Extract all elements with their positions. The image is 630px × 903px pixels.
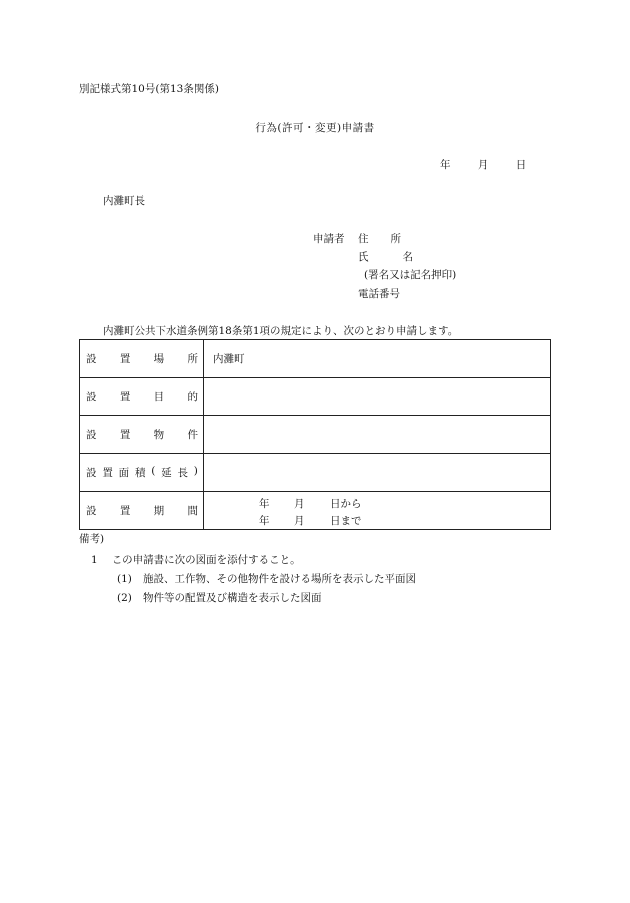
label-char: 間 bbox=[187, 505, 198, 517]
label-char: 面 bbox=[118, 467, 130, 479]
period-value[interactable] bbox=[204, 492, 551, 530]
label-char: 所 bbox=[187, 353, 198, 365]
label-char: 置 bbox=[119, 391, 131, 403]
label-char: 目 bbox=[153, 391, 165, 403]
notes-title: 備考) bbox=[79, 533, 105, 545]
applicant-label: 申請者 bbox=[313, 233, 345, 245]
label-char: 期 bbox=[153, 505, 165, 517]
start-day: 日から bbox=[330, 497, 362, 510]
row-label bbox=[80, 340, 204, 378]
lead-text: 内灘町公共下水道条例第18条第1項の規定により、次のとおり申請します。 bbox=[103, 325, 459, 337]
label-char: 設 bbox=[86, 353, 97, 365]
label-char: 置 bbox=[119, 429, 131, 441]
address-label-char: 所 bbox=[390, 233, 401, 245]
address-label-char: 住 bbox=[358, 233, 369, 245]
subnote-text: 施設、工作物、その他物件を設ける場所を表示した平面図 bbox=[143, 573, 416, 585]
label-char: 物 bbox=[153, 429, 165, 441]
label-char: 積 bbox=[134, 467, 146, 479]
row-label bbox=[80, 378, 204, 416]
addressee: 内灘町長 bbox=[103, 195, 145, 207]
label-char: 置 bbox=[119, 353, 131, 365]
start-year: 年 bbox=[259, 497, 270, 510]
note-number: 1 bbox=[91, 554, 98, 566]
subnote-item bbox=[117, 571, 416, 586]
note-text: この申請書に次の図面を添付すること。 bbox=[111, 554, 301, 566]
subnote-number: (1) bbox=[117, 573, 132, 585]
label-char: 場 bbox=[153, 353, 165, 365]
start-month: 月 bbox=[294, 497, 305, 510]
label-char: ( bbox=[151, 465, 156, 477]
end-day: 日まで bbox=[330, 514, 362, 527]
subnote-text: 物件等の配置及び構造を表示した図面 bbox=[143, 592, 322, 604]
date-year-label: 年 bbox=[440, 159, 451, 171]
table-row bbox=[80, 378, 551, 416]
label-char: 設 bbox=[86, 505, 97, 517]
application-table bbox=[79, 339, 551, 530]
date-line bbox=[440, 157, 526, 172]
end-month: 月 bbox=[294, 514, 305, 527]
name-label-char: 氏 bbox=[358, 251, 369, 263]
period-start bbox=[204, 494, 550, 511]
note-item bbox=[91, 552, 301, 567]
date-month-label: 月 bbox=[477, 159, 489, 171]
row-label bbox=[80, 492, 204, 530]
applicant-name-label bbox=[358, 249, 413, 264]
seal-note: (署名又は記名押印) bbox=[364, 269, 457, 281]
table-row bbox=[80, 454, 551, 492]
table-row bbox=[80, 416, 551, 454]
label-char: 設 bbox=[86, 429, 97, 441]
label-char: 置 bbox=[119, 505, 131, 517]
applicant-address-label bbox=[358, 231, 401, 246]
label-char: 的 bbox=[187, 391, 198, 403]
form-title: 行為(許可・変更)申請書 bbox=[255, 122, 375, 134]
label-char: 置 bbox=[102, 467, 113, 479]
label-char: ) bbox=[193, 465, 198, 477]
end-year: 年 bbox=[259, 514, 270, 527]
row-value[interactable] bbox=[204, 378, 551, 416]
subnote-number: (2) bbox=[117, 592, 132, 604]
row-value[interactable] bbox=[204, 340, 551, 378]
label-char: 設 bbox=[86, 467, 97, 479]
subnote-item bbox=[117, 590, 322, 605]
period-end bbox=[204, 511, 550, 528]
label-char: 設 bbox=[86, 391, 97, 403]
phone-label: 電話番号 bbox=[358, 288, 400, 300]
label-char: 延 bbox=[161, 467, 172, 479]
form-number: 別記様式第10号(第13条関係) bbox=[79, 83, 219, 95]
date-day-label: 日 bbox=[515, 159, 527, 171]
label-char: 長 bbox=[177, 467, 188, 479]
label-char: 件 bbox=[187, 429, 198, 441]
table-row bbox=[80, 340, 551, 378]
row-label bbox=[80, 416, 204, 454]
table-row-period bbox=[80, 492, 551, 530]
name-label-char: 名 bbox=[402, 251, 413, 263]
row-value[interactable] bbox=[204, 416, 551, 454]
row-value[interactable] bbox=[204, 454, 551, 492]
row-label bbox=[80, 454, 204, 492]
value-text: 内灘町 bbox=[213, 353, 245, 365]
